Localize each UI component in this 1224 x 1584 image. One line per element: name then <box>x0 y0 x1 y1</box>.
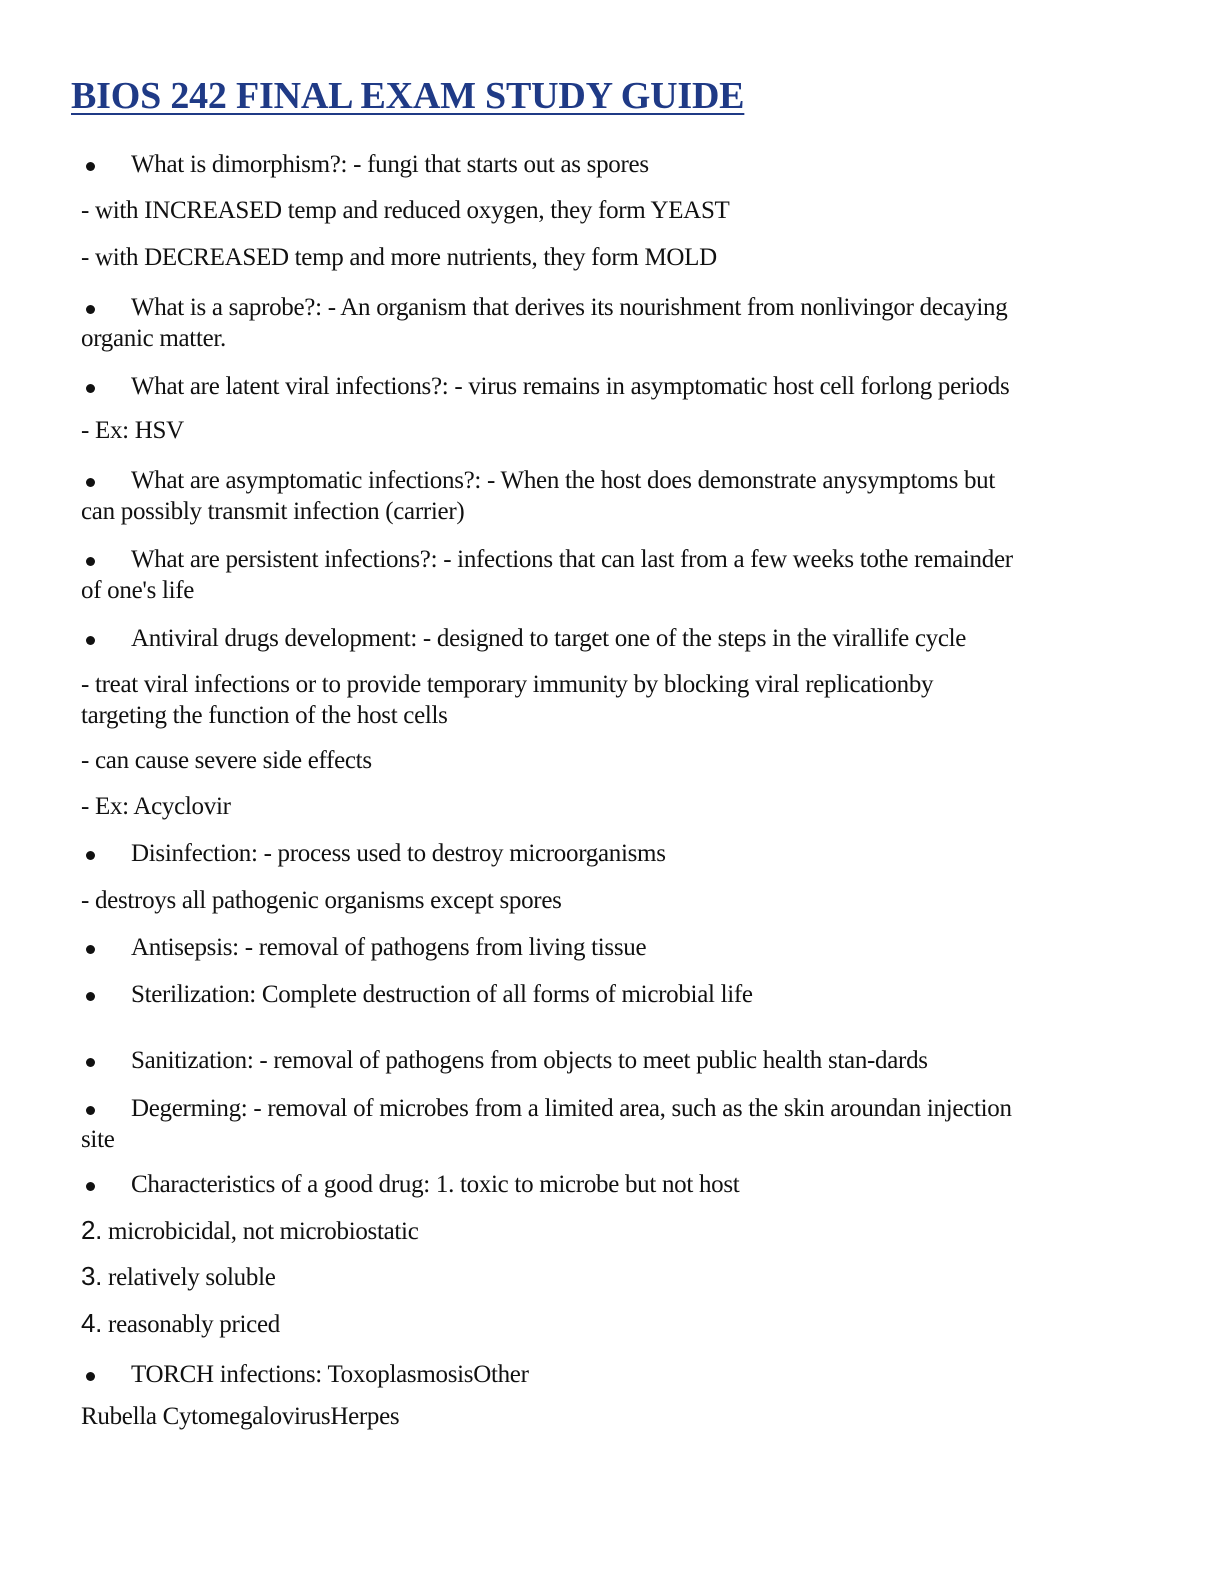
list-number: 4. <box>81 1308 103 1338</box>
list-item-4 <box>81 1308 280 1340</box>
bullet-antiviral-drugs: Antiviral drugs development: - designed to target one of the steps in the virallife cycle <box>81 623 966 654</box>
bullet-antisepsis: Antisepsis: - removal of pathogens from living tissue <box>81 932 646 963</box>
list-number: 3. <box>81 1261 103 1291</box>
note-side-effects: - can cause severe side effects <box>81 747 372 774</box>
bullet-persistent-cont: of one's life <box>81 577 195 604</box>
list-item-text: reasonably priced <box>108 1311 280 1338</box>
bullet-torch-cont: Rubella CytomegalovirusHerpes <box>81 1403 400 1430</box>
note-treat-viral: - treat viral infections or to provide temporary immunity by blocking viral replicationby <box>81 671 934 698</box>
bullet-disinfection: Disinfection: - process used to destroy microorganisms <box>81 838 666 869</box>
page-title: BIOS 242 FINAL EXAM STUDY GUIDE <box>71 75 745 117</box>
list-number: 2. <box>81 1215 103 1245</box>
bullet-saprobe-cont: organic matter. <box>81 325 226 352</box>
bullet-asymptomatic-cont: can possibly transmit infection (carrier) <box>81 498 465 525</box>
bullet-saprobe: What is a saprobe?: - An organism that derives its nourishment from nonlivingor decaying <box>81 292 1007 323</box>
bullet-degerming-cont: site <box>81 1126 115 1153</box>
list-item-3 <box>81 1261 276 1293</box>
bullet-good-drug: Characteristics of a good drug: 1. toxic to microbe but not host <box>81 1169 739 1200</box>
bullet-sterilization: Sterilization: Complete destruction of all forms of microbial life <box>81 979 753 1010</box>
note-ex-hsv: - Ex: HSV <box>81 417 184 444</box>
bullet-dimorphism: What is dimorphism?: - fungi that starts out as spores <box>81 149 649 180</box>
note-decreased-temp: - with DECREASED temp and more nutrients, they form MOLD <box>81 244 717 271</box>
bullet-latent-infections: What are latent viral infections?: - virus remains in asymptomatic host cell forlong periods <box>81 371 1009 402</box>
list-item-2 <box>81 1215 419 1247</box>
bullet-persistent-infections: What are persistent infections?: - infections that can last from a few weeks tothe remainder <box>81 544 1013 575</box>
bullet-degerming: Degerming: - removal of microbes from a limited area, such as the skin aroundan injection <box>81 1093 1012 1124</box>
note-ex-acyclovir: - Ex: Acyclovir <box>81 793 231 820</box>
note-increased-temp: - with INCREASED temp and reduced oxygen, they form YEAST <box>81 197 730 224</box>
list-item-text: relatively soluble <box>108 1264 276 1291</box>
note-destroys-pathogens: - destroys all pathogenic organisms except spores <box>81 887 562 914</box>
bullet-sanitization: Sanitization: - removal of pathogens from objects to meet public health stan-dards <box>81 1045 928 1076</box>
list-item-text: microbicidal, not microbiostatic <box>108 1218 419 1245</box>
bullet-torch-infections: TORCH infections: ToxoplasmosisOther <box>81 1359 529 1390</box>
bullet-asymptomatic-infections: What are asymptomatic infections?: - When the host does demonstrate anysymptoms but <box>81 465 995 496</box>
note-treat-viral-cont: targeting the function of the host cells <box>81 702 448 729</box>
